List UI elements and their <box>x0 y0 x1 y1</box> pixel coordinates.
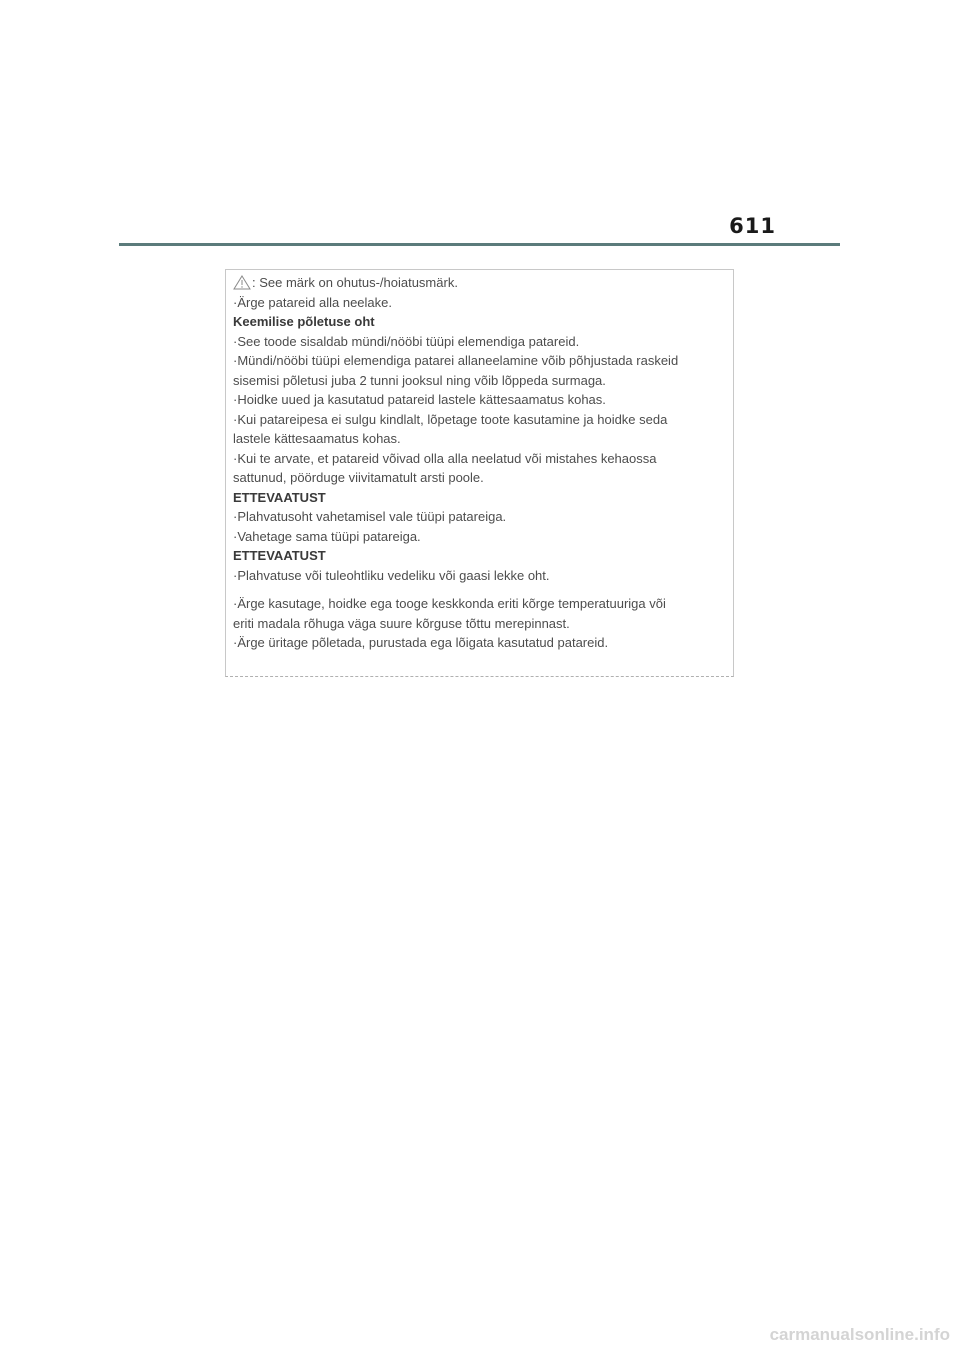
notice-heading: ETTEVAATUST <box>233 548 326 563</box>
notice-line: ·Plahvatusoht vahetamisel vale tüüpi patareiga. <box>233 509 507 524</box>
notice-line: ·See toode sisaldab mündi/nööbi tüüpi elemendiga patareid. <box>233 333 580 349</box>
warning-symbol-line <box>233 273 728 293</box>
notice-line: ·Kui te arvate, et patareid võivad olla alla neelatud või mistahes kehaossa <box>233 450 657 466</box>
safety-notice-text <box>233 273 728 653</box>
notice-line: ·Plahvatuse või tuleohtliku vedeliku või gaasi lekke oht. <box>233 567 550 583</box>
warning-triangle-icon <box>233 275 251 290</box>
notice-line: sisemisi põletusi juba 2 tunni jooksul ning võib lõppeda surmaga. <box>233 372 606 388</box>
notice-line: ·Kui patareipesa ei sulgu kindlalt, lõpetage toote kasutamine ja hoidke seda <box>233 411 668 427</box>
notice-line: ·Vahetage sama tüüpi patareiga. <box>233 528 421 544</box>
notice-line: ·Ärge patareid alla neelake. <box>233 294 392 310</box>
notice-heading: ETTEVAATUST <box>233 489 326 505</box>
watermark: carmanualsonline.info <box>769 1325 950 1344</box>
notice-line: sattunud, pöörduge viivitamatult arsti poole. <box>233 470 484 485</box>
notice-line: ·Ärge kasutage, hoidke ega tooge keskkonda eriti kõrge temperatuuriga või <box>233 596 666 611</box>
warning-symbol-caption: : See märk on ohutus-/hoiatusmärk. <box>252 275 458 290</box>
notice-heading: Keemilise põletuse oht <box>233 314 375 329</box>
header-rule <box>119 243 840 246</box>
notice-line: ·Mündi/nööbi tüüpi elemendiga patarei allaneelamine võib põhjustada raskeid <box>233 353 679 368</box>
notice-line: ·Hoidke uued ja kasutatud patareid lastele kättesaamatus kohas. <box>233 392 606 407</box>
notice-line: ·Ärge üritage põletada, purustada ega lõigata kasutatud patareid. <box>233 635 609 650</box>
page-number: 611 <box>729 214 776 238</box>
notice-line: lastele kättesaamatus kohas. <box>233 431 401 446</box>
notice-line: eriti madala rõhuga väga suure kõrguse tõttu merepinnast. <box>233 615 570 631</box>
